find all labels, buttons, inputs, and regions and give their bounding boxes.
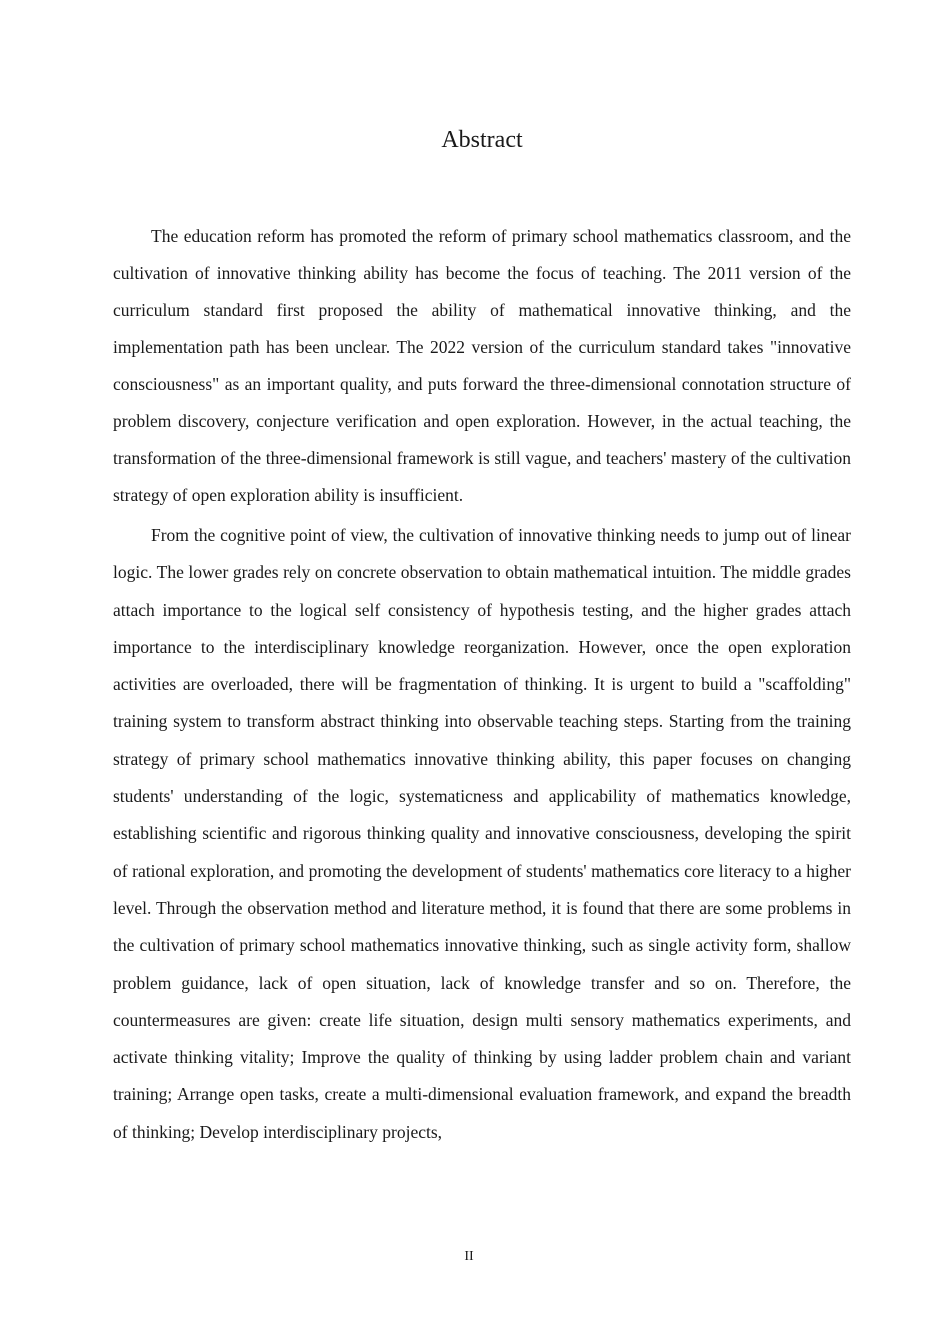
page-number: II [464, 1249, 474, 1264]
page-title: Abstract [441, 127, 523, 153]
abstract-body [113, 218, 851, 1151]
abstract-paragraph-1: The education reform has promoted the reform of primary school mathematics classroom, and the cultivation of innovative thinking ability has become the focus of teaching. The 2011 version of the curriculum standard first proposed the ability of mathematical innovative thinking, and the implementation path has been unclear. The 2022 version of the curriculum standard takes "innovative consciousness" as an important quality, and puts forward the three-dimensional connotation structure of problem discovery, conjecture verification and open exploration. However, in the actual teaching, the transformation of the three-dimensional framework is still vague, and teachers' mastery of the cultivation strategy of open exploration ability is insufficient. [113, 226, 851, 505]
abstract-paragraph-2: From the cognitive point of view, the cultivation of innovative thinking needs to jump out of linear logic. The lower grades rely on concrete observation to obtain mathematical intuition. The middle grades attach importance to the logical self consistency of hypothesis testing, and the higher grades attach importance to the interdisciplinary knowledge reorganization. However, once the open exploration activities are overloaded, there will be fragmentation of thinking. It is urgent to build a "scaffolding" training system to transform abstract thinking into observable teaching steps. Starting from the training strategy of primary school mathematics innovative thinking ability, this paper focuses on changing students' understanding of the logic, systematicness and applicability of mathematics knowledge, establishing scientific and rigorous thinking quality and innovative consciousness, developing the spirit of rational exploration, and promoting the development of students' mathematics core literacy to a higher level. Through the observation method and literature method, it is found that there are some problems in the cultivation of primary school mathematics innovative thinking, such as single activity form, shallow problem guidance, lack of open situation, lack of knowledge transfer and so on. Therefore, the countermeasures are given: create life situation, design multi sensory mathematics experiments, and activate thinking vitality; Improve the quality of thinking by using ladder problem chain and variant training; Arrange open tasks, create a multi-dimensional evaluation framework, and expand the breadth of thinking; Develop interdisciplinary projects, [113, 525, 851, 1142]
